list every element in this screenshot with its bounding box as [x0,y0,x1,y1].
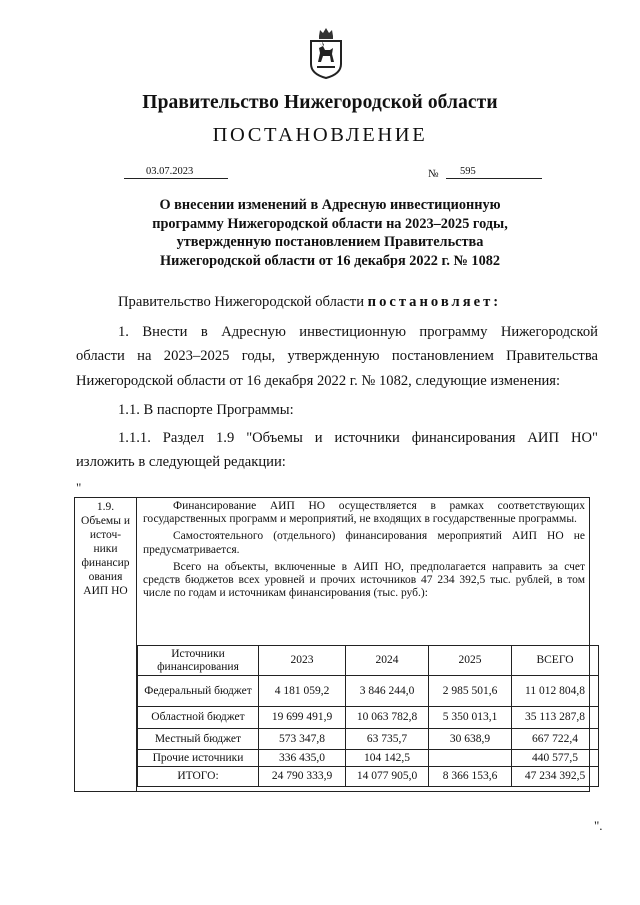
table-cell: 4 181 059,2 [259,676,346,707]
table-cell: 19 699 491,9 [259,707,346,729]
header-cell: 2023 [259,646,346,676]
subject-line: утвержденную постановлением Правительства [176,234,484,250]
table-cell: Областной бюджет [138,707,259,729]
subject-line: программу Нижегородской области на 2023–2025 годы, [152,215,508,232]
table-cell [429,750,512,767]
table-cell: 63 735,7 [346,729,429,750]
table-cell: Федеральный бюджет [138,676,259,707]
header-cell: Источники финансирования [138,646,259,676]
clause-1-1-1 [76,426,598,475]
clause-1-line: области на 2023–2025 годы, утвержденную постановлением Правительства [76,348,598,365]
table-cell: 440 577,5 [512,750,599,767]
section-content [143,500,585,600]
table-cell: 3 846 244,0 [346,676,429,707]
document-date: 03.07.2023 [124,166,228,179]
resolution-intro [76,290,598,314]
section-label-line: АИП НО [83,585,128,597]
table-cell: ИТОГО: [138,767,259,787]
header-cell: ВСЕГО [512,646,599,676]
table-cell: 104 142,5 [346,750,429,767]
section-label-line: Объемы и [81,515,130,527]
table-cell: 24 790 333,9 [259,767,346,787]
table-cell: 667 722,4 [512,729,599,750]
table-cell: 30 638,9 [429,729,512,750]
clause-1-1: 1.1. В паспорте Программы: [118,402,294,418]
section-label-line: финансир [81,557,130,569]
header-cell: 2025 [429,646,512,676]
table-cell: Местный бюджет [138,729,259,750]
number-sign: № [428,168,439,180]
section-paragraph: Самостоятельного (отдельного) финансирования мероприятий АИП НО не предусматривается. [143,530,585,556]
resolves-word: постановляет: [367,294,502,310]
table-cell: 8 366 153,6 [429,767,512,787]
section-label-line: ования [88,571,123,583]
table-cell: 10 063 782,8 [346,707,429,729]
table-row [138,676,599,707]
table-cell: 2 985 501,6 [429,676,512,707]
section-label-line: источ- [89,529,122,541]
section-label-line: ники [93,543,118,555]
clause-1-1-1-line: 1.1.1. Раздел 1.9 "Объемы и источники финансирования АИП НО" [118,430,598,446]
intro-text: Правительство Нижегородской области [118,294,368,310]
document-type: ПОСТАНОВЛЕНИЕ [212,124,428,146]
document-subject [120,196,540,270]
clause-1 [76,320,598,393]
subject-line: О внесении изменений в Адресную инвестиционную [159,197,501,213]
section-label [75,500,136,598]
opening-quote: " [76,480,82,495]
table-cell: 573 347,8 [259,729,346,750]
section-label-line: 1.9. [96,501,115,513]
table-cell: 35 113 287,8 [512,707,599,729]
table-row [138,707,599,729]
header-cell: 2024 [346,646,429,676]
clause-1-1-1-line: изложить в следующей редакции: [76,454,286,471]
section-paragraph: Всего на объекты, включенные в АИП НО, предполагается направить за счет средств бюджетов всех уровней и прочих источников 47 234 392,5 тыс. рублей, в том числе по годам и источникам финансирования (тыс. руб.): [143,560,585,600]
financing-table [137,645,599,787]
table-cell: 336 435,0 [259,750,346,767]
table-row [138,750,599,767]
table-cell: 11 012 804,8 [512,676,599,707]
clause-1-line: Нижегородской области от 16 декабря 2022 г. № 1082, следующие изменения: [76,372,561,389]
table-cell: 14 077 905,0 [346,767,429,787]
table-total-row [138,767,599,787]
section-paragraph: Финансирование АИП НО осуществляется в рамках соответствующих государственных программ и мероприятий, не входящих в государственные программы. [143,500,585,526]
clause-1-line: 1. Внести в Адресную инвестиционную программу Нижегородской [118,324,598,340]
subject-line: Нижегородской области от 16 декабря 2022 г. № 1082 [159,252,501,269]
table-cell: 5 350 013,1 [429,707,512,729]
government-title: Правительство Нижегородской области [142,92,498,113]
table-header-row [138,646,599,676]
table-row [138,729,599,750]
table-cell: 47 234 392,5 [512,767,599,787]
closing-quote: ". [594,818,603,833]
table-cell: Прочие источники [138,750,259,767]
document-number: 595 [446,166,542,179]
coat-of-arms-emblem [306,26,346,80]
